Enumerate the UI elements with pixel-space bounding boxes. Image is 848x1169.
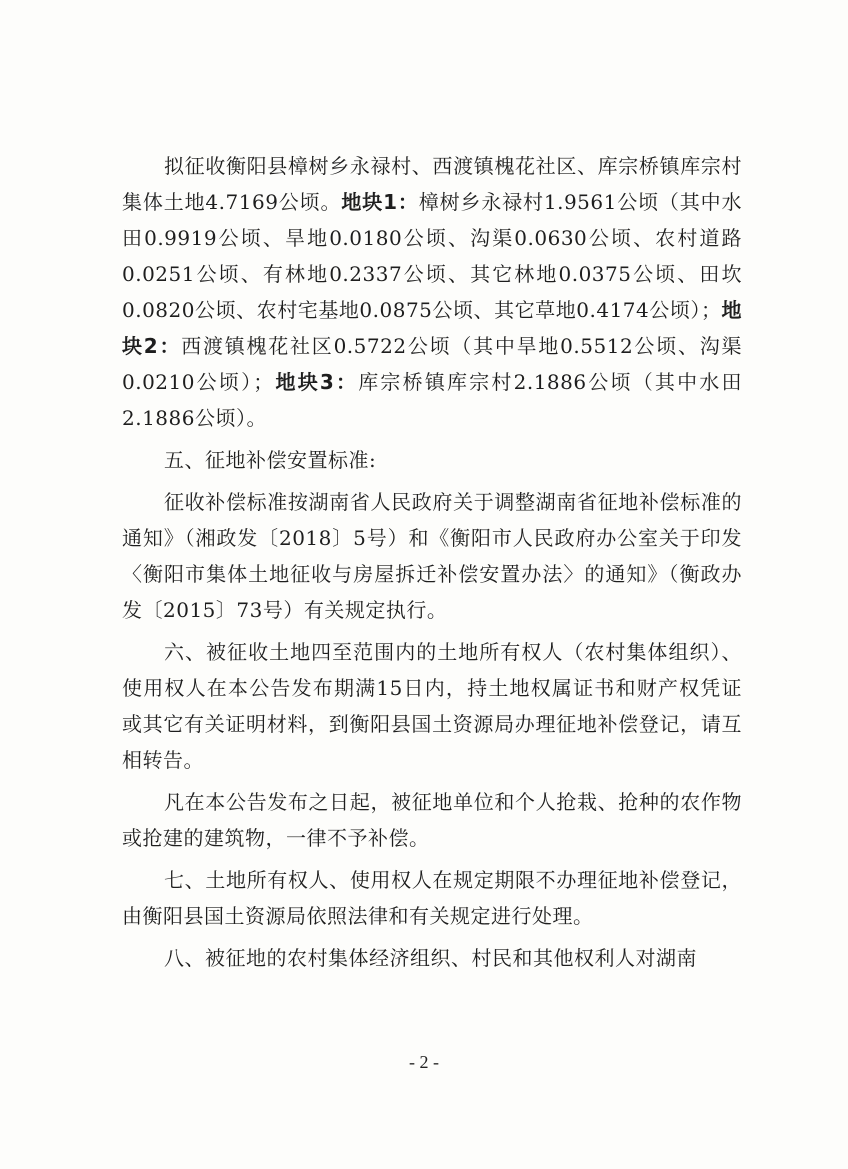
notice-paragraph: 凡在本公告发布之日起，被征地单位和个人抢栽、抢种的农作物或抢建的建筑物，一律不予补偿。 xyxy=(122,790,742,850)
intro-text: 拟征收衡阳县樟树乡永禄村、西渡镇槐花社区、库宗桥镇库宗村集体土地4.7169公顷。 xyxy=(122,154,742,214)
plot3-label: 地块3： xyxy=(273,370,359,394)
section-6: 六、被征收土地四至范围内的土地所有权人（农村集体组织）、使用权人在本公告发布期满15日内，持土地权属证书和财产权凭证或其它有关证明材料，到衡阳县国土资源局办理征地补偿登记，请互相转告。 xyxy=(122,640,742,772)
document-body xyxy=(122,148,742,976)
plot1-label: 地块1： xyxy=(341,190,419,214)
plot2-label: 地块2： xyxy=(122,298,743,358)
section-5-heading: 五、征地补偿安置标准: xyxy=(164,448,377,472)
page-number: - 2 - xyxy=(409,1052,439,1072)
paragraph-land-plots xyxy=(122,148,742,436)
section-8: 八、被征地的农村集体经济组织、村民和其他权利人对湖南 xyxy=(164,946,697,970)
section-5-body: 征收补偿标准按湖南省人民政府关于调整湖南省征地补偿标准的通知》（湘政发〔2018〕5号）和《衡阳市人民政府办公室关于印发〈衡阳市集体土地征收与房屋拆迁补偿安置办法〉的通知》（衡政办发〔2015〕73号）有关规定执行。 xyxy=(122,490,742,622)
plot3-text: 库宗桥镇库宗村2.1886公顷（其中水田2.1886公顷）。 xyxy=(122,370,743,430)
section-7: 七、土地所有权人、使用权人在规定期限不办理征地补偿登记，由衡阳县国土资源局依照法律和有关规定进行处理。 xyxy=(122,868,742,928)
plot1-text: 樟树乡永禄村1.9561公顷（其中水田0.9919公顷、旱地0.0180公顷、沟渠0.0630公顷、农村道路0.0251公顷、有林地0.2337公顷、其它林地0.0375公顷、田坎0.0820公顷、农村宅基地0.0875公顷、其它草地0.4174公顷）； xyxy=(122,190,743,322)
plot2-text: 西渡镇槐花社区0.5722公顷（其中旱地0.5512公顷、沟渠0.0210公顷）； xyxy=(122,334,742,394)
